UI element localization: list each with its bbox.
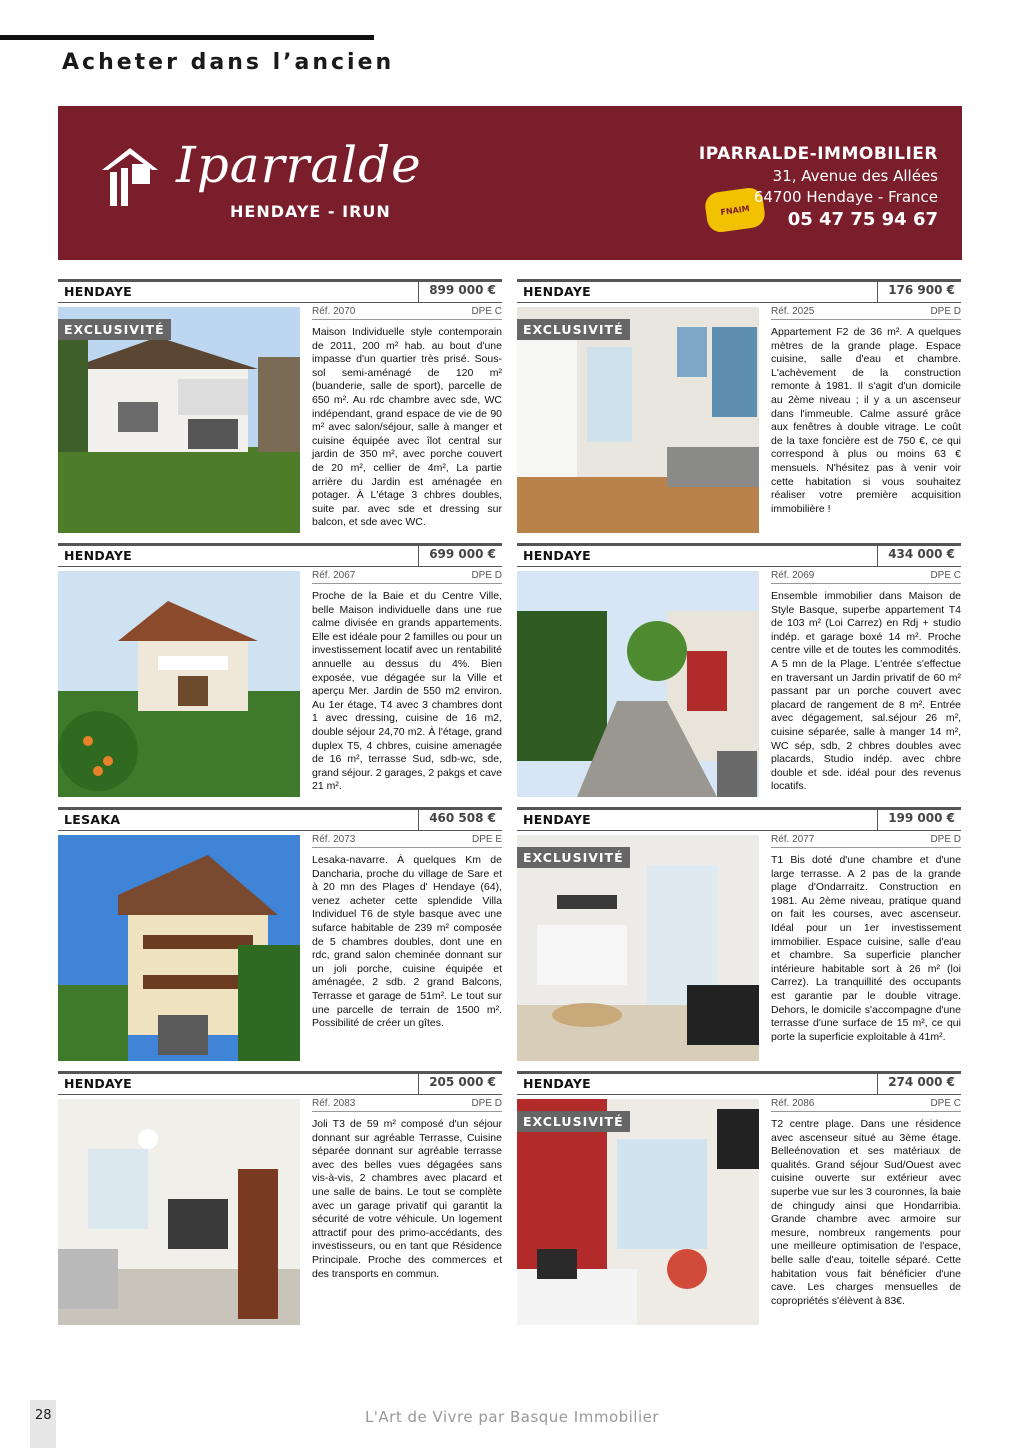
- listing-card[interactable]: [517, 279, 961, 535]
- listing-header: [58, 807, 502, 831]
- kitchen-photo[interactable]: [517, 835, 759, 1061]
- top-rule: [0, 35, 374, 40]
- listing-ref: Réf. 2077: [771, 834, 815, 845]
- listing-ref: Réf. 2025: [771, 306, 815, 317]
- listing-description: Joli T3 de 59 m² composé d'un séjour donnant sur agréable Terrasse, Cuisine séparée donnant sur agréable terrasse avec des belles vues dégagées sans vis-à-vis, 2 chambres avec placard et une salle de bains. Le tout se complète avec un garage privatif qui garantit la sécurité de votre véhicule. Un logement attractif pour des primo-accédants, des investisseurs, ou en tant que Résidence Principale. Proche des commerces et des transports en commun.: [312, 1118, 502, 1280]
- listing-description: T1 Bis doté d'une chambre et d'une large terrasse. A 2 pas de la grande plage d'Ondarraitz. Construction en 1981. Au 2ème niveau, pratique quand on fait les courses, avec ascenseur. Idéal pour un 1er investissement immobilier. Espace cuisine, salle d'eau et chambre. Sa superficie plancher intérieure habitable sort à 26 m² (loi Carrez). La tranquillité des occupants est garantie par le double vitrage. Dehors, le domicile s'accompagne d'une terrasse d'une surface de 15 m², ce qui porte la superficie exploitable à 41m².: [771, 854, 961, 1043]
- listing-price: 205 000 €: [418, 1071, 502, 1095]
- listing-description: Ensemble immobilier dans Maison de Style Basque, superbe appartement T4 de 103 m² (Loi Carrez) en Rdj + studio indép. et garage boxé 14 m². Proche centre ville et de toutes les commodités. A 5 mn de la Plage. L'entrée s'effectue en traversant un Jardin privatif de 60 m² passant par un porche couvert avec placard de rangement de 8 m². Entrée avec dégagement, sal.séjour 26 m², cuisine séparée, salle à manger 14 m², WC sép, sdb, 2 chbres doubles avec placards, Studio indép. avec chbre double et sde. idéal pour des revenus locatifs.: [771, 590, 961, 793]
- listing-dpe: DPE C: [471, 306, 502, 317]
- listing-meta: [771, 834, 961, 848]
- listing-card[interactable]: [58, 279, 502, 535]
- listing-card[interactable]: [517, 543, 961, 799]
- listing-price: 460 508 €: [418, 807, 502, 831]
- listing-city: HENDAYE: [64, 548, 133, 563]
- agency-city: 64700 Hendaye - France: [753, 188, 938, 206]
- listing-ref: Réf. 2067: [312, 570, 356, 581]
- villa-photo[interactable]: [58, 835, 300, 1061]
- listing-dpe: DPE E: [471, 834, 502, 845]
- listing-header: [517, 543, 961, 567]
- listing-ref: Réf. 2083: [312, 1098, 356, 1109]
- listing-meta: [312, 306, 502, 320]
- listing-card[interactable]: [58, 807, 502, 1063]
- listing-meta: [312, 1098, 502, 1112]
- listing-meta: [771, 570, 961, 584]
- listing-city: LESAKA: [64, 812, 121, 827]
- agency-name: IPARRALDE-IMMOBILIER: [698, 144, 938, 164]
- listing-card[interactable]: [58, 543, 502, 799]
- exclusive-badge: EXCLUSIVITÉ: [517, 1111, 630, 1132]
- fnaim-badge: FNAIM: [703, 186, 766, 234]
- listing-header: [517, 1071, 961, 1095]
- logo-subtitle: HENDAYE - IRUN: [230, 202, 391, 221]
- listing-description: Lesaka-navarre. À quelques Km de Dancharia, proche du village de Sare et à 20 mn des Plages d' Hendaye (64), venez acheter cette splendide Villa Individuel T6 de style basque avec une sufarce habitable de 239 m² composée de 5 chambres doubles, dont une en rdc, grand salon cheminée donnant sur un joli porche, cuisine équipée et aménagée, 2 sdb. 2 grand Balcons, Terrasse et garage de 51m². Le tout sur une parcelle de terrain de 1500 m². Possibilité de créer un gîtes.: [312, 854, 502, 1030]
- listing-ref: Réf. 2070: [312, 306, 356, 317]
- listing-dpe: DPE C: [930, 1098, 961, 1109]
- listing-description: T2 centre plage. Dans une résidence avec ascenseur situé au 3ème étage. Belleénovation et ses matériaux de qualités. Grand séjour Sud/Ouest avec cuisine ouverte sur extérieur avec superbe vue sur les 3 couronnes, la baie de chingudy ainsi que Hondarribia. Grande chambre avec armoire sur mesure, nombreux rangements pour une meilleure optimisation de l'espace, belle salle d'eau, toitelle séparé. Cette habitation vous fait bénéficier d'une cave. Les charges mensuelles de copropriétés s'élèvent à 83€.: [771, 1118, 961, 1307]
- listing-dpe: DPE D: [930, 306, 961, 317]
- listing-price: 274 000 €: [877, 1071, 961, 1095]
- listing-meta: [312, 834, 502, 848]
- page-number: 28: [30, 1400, 56, 1448]
- house-garden-photo[interactable]: [58, 307, 300, 533]
- listing-header: [58, 1071, 502, 1095]
- listing-header: [517, 279, 961, 303]
- listing-dpe: DPE C: [930, 570, 961, 581]
- red-living-photo[interactable]: [517, 1099, 759, 1325]
- listing-dpe: DPE D: [930, 834, 961, 845]
- house-logo-icon: [100, 146, 160, 210]
- listing-price: 176 900 €: [877, 279, 961, 303]
- logo-wordmark: Iparralde: [176, 136, 422, 194]
- listing-dpe: DPE D: [471, 1098, 502, 1109]
- listing-meta: [771, 306, 961, 320]
- agency-contact: [699, 144, 938, 230]
- listing-description: Appartement F2 de 36 m². A quelques mètres de la grande plage. Espace cuisine, salle d'eau et chambre. L'achèvement de la construction remonte à 1981. Il s'agit d'un domicile au 2ème niveau ; il y a un ascenseur dans l'immeuble. Calme assuré grâce aux fenêtres à double vitrage. Le coût de la taxe foncière est de 750 €, ce qui correspond à plus ou moins 63 € mensuels. N'hésitez pas à venir voir cette habitation si vous souhaitez réaliser votre première acquisition immobilière !: [771, 326, 961, 515]
- listing-description: Proche de la Baie et du Centre Ville, belle Maison individuelle dans une rue calme divisée en grands appartements. Elle est idéale pour 2 familles ou pour un investissement locatif avec un rentabilité annuelle au dessus du 4%. Bien exposée, vue dégagée sur la Ville et aperçu Mer. Jardin de 550 m2 environ. Au 1er étage, T4 avec 3 chambres dont 1 avec dressing, cuisine de 16 m2, double séjour 24,70 m2. À l'étage, grand duplex T5, 4 chbres, cuisine amenagée de 16 m², terrasse Sud, sdb-wc, sde, grand séjour. 2 garages, 2 pakgs et cave 21 m².: [312, 590, 502, 793]
- listing-price: 899 000 €: [418, 279, 502, 303]
- listing-city: HENDAYE: [523, 812, 592, 827]
- listing-city: HENDAYE: [523, 284, 592, 299]
- listing-price: 699 000 €: [418, 543, 502, 567]
- agency-address: 31, Avenue des Allées: [772, 167, 938, 185]
- exclusive-badge: EXCLUSIVITÉ: [58, 319, 171, 340]
- page-title: Acheter dans l’ancien: [62, 50, 395, 75]
- listing-city: HENDAYE: [64, 1076, 133, 1091]
- listing-meta: [771, 1098, 961, 1112]
- listing-header: [517, 807, 961, 831]
- agency-phone[interactable]: 05 47 75 94 67: [787, 209, 938, 230]
- exclusive-badge: EXCLUSIVITÉ: [517, 319, 630, 340]
- listing-ref: Réf. 2069: [771, 570, 815, 581]
- listing-description: Maison Individuelle style contemporain de 2011, 200 m² hab. au bout d'une impasse d'un quartier très prisé. Sous-sol semi-aménagé de 120 m² (buanderie, salle de sport), parcelle de 650 m². Au rdc chambre avec sde, WC indépendant, grand espace de vie de 90 m² avec salon/séjour, salle à manger et cuisine équipée avec îlot central sur jardin de 350 m², avec porche couvert de 20 m², cellier de 4m², La partie arrière du Jardin est aménagée en potager. À L'étage 3 chbres doubles, suite par. avec sde et dressing sur balcon, et sde avec WC.: [312, 326, 502, 529]
- living-room-photo[interactable]: [517, 307, 759, 533]
- listing-card[interactable]: [517, 1071, 961, 1327]
- lounge-photo[interactable]: [58, 1099, 300, 1325]
- listing-card[interactable]: [517, 807, 961, 1063]
- garden-path-photo[interactable]: [517, 571, 759, 797]
- listing-city: HENDAYE: [64, 284, 133, 299]
- footer-tagline: L'Art de Vivre par Basque Immobilier: [364, 1408, 660, 1426]
- listing-price: 199 000 €: [877, 807, 961, 831]
- listing-ref: Réf. 2073: [312, 834, 356, 845]
- listing-header: [58, 279, 502, 303]
- listing-card[interactable]: [58, 1071, 502, 1327]
- exclusive-badge: EXCLUSIVITÉ: [517, 847, 630, 868]
- basque-house-photo[interactable]: [58, 571, 300, 797]
- listing-header: [58, 543, 502, 567]
- listing-city: HENDAYE: [523, 548, 592, 563]
- listing-meta: [312, 570, 502, 584]
- listing-ref: Réf. 2086: [771, 1098, 815, 1109]
- listing-dpe: DPE D: [471, 570, 502, 581]
- listing-city: HENDAYE: [523, 1076, 592, 1091]
- listing-price: 434 000 €: [877, 543, 961, 567]
- agency-banner: [58, 106, 962, 260]
